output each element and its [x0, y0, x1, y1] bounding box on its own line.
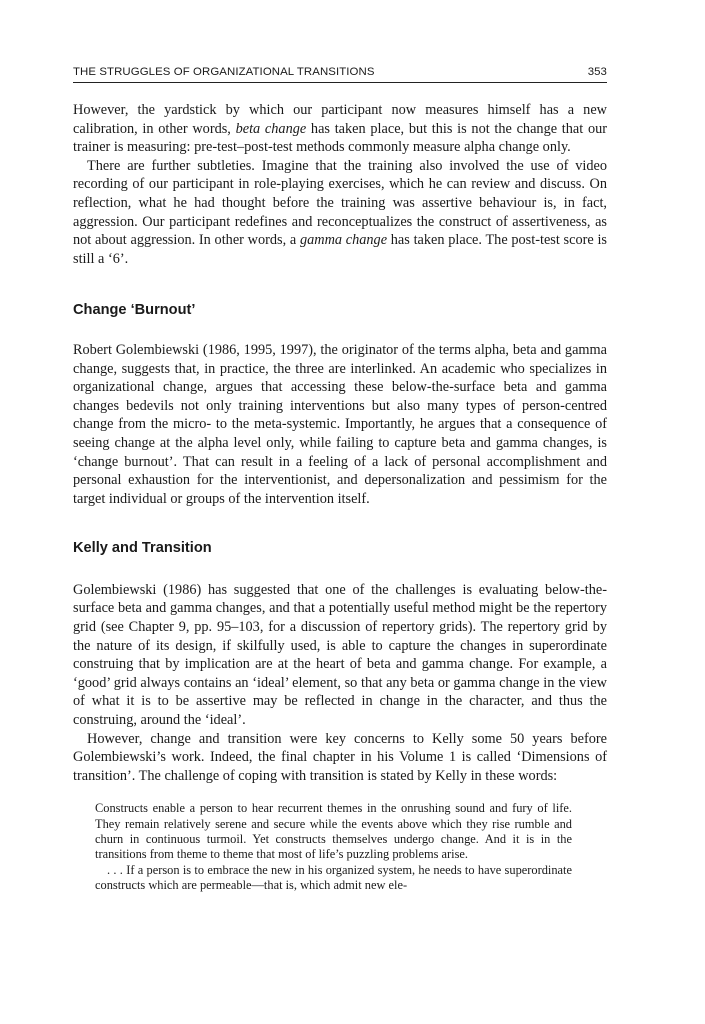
- paragraph: [73, 157, 607, 269]
- text-run: However, the yardstick by which our participant now measures himself has a new calibration, in other words,: [73, 102, 607, 137]
- paragraph: Robert Golembiewski (1986, 1995, 1997), the originator of the terms alpha, beta and gamma change, suggests that, in practice, the three are interlinked. An academic who specializes in organizational change, argues that accessing these below-the-surface beta and gamma changes bedevils not only training interventions but also many types of person-centred change from the micro- to the meta-systemic. Importantly, he argues that a consequence of seeing change at the alpha level only, while failing to capture beta and gamma changes, is ‘change burnout’. That can result in a feeling of a lack of personal accomplishment and personal exhaustion for the interventionist, and depersonalization and pessimism for the target individual or groups of the intervention itself.: [73, 341, 607, 507]
- running-head: [73, 66, 607, 83]
- quote-paragraph: . . . If a person is to embrace the new in his organized system, he needs to have superordinate constructs which are permeable—that is, which admit new ele-: [95, 862, 572, 892]
- running-title: THE STRUGGLES OF ORGANIZATIONAL TRANSITIONS: [73, 66, 375, 78]
- paragraph: Golembiewski (1986) has suggested that one of the challenges is evaluating below-the-surface beta and gamma changes, and that a potentially useful method might be the repertory grid (see Chapter 9, pp. 95–103, for a discussion of repertory grids). The repertory grid by the nature of its design, if skilfully used, is able to capture the changes in superordinate construing that by implication are at the heart of beta and gamma change. For example, a ‘good’ grid always contains an ‘ideal’ element, so that any beta or gamma change in the view of what it is to be assertive may be reflected in change in the character, and thus the construing, around the ‘ideal’.: [73, 581, 607, 729]
- block-quote: [95, 801, 572, 893]
- text-run: There are further subtleties. Imagine that the training also involved the use of video recording of our participant in role-playing exercises, which he can review and discuss. On reflection, what he had thought before the training was assertive behaviour is, in fact, aggression. Our participant redefines and reconceptualizes the construct of assertiveness, as not about aggression. In other words, a: [73, 157, 607, 249]
- paragraph: However, change and transition were key concerns to Kelly some 50 years before Golembiewski’s work. Indeed, the final chapter in his Volume 1 is called ‘Dimensions of transition’. The challenge of coping with transition is stated by Kelly in these words:: [73, 730, 607, 784]
- section-heading-burnout: Change ‘Burnout’: [73, 302, 196, 319]
- body-text: [73, 101, 607, 785]
- emphasis-gamma-change: gamma change: [299, 232, 388, 249]
- page-number: 353: [587, 66, 607, 78]
- quote-paragraph: Constructs enable a person to hear recurrent themes in the onrushing sound and fury of life. They remain relatively serene and secure while the events above which they rise rumble and churn in continuous turmoil. Yet constructs themselves undergo change. And it is in the transitions from theme to theme that most of life’s puzzling problems arise.: [95, 801, 572, 862]
- emphasis-beta-change: beta change: [235, 120, 307, 137]
- paragraph: [73, 101, 607, 157]
- text-run: has taken place, but this is not the change that our trainer is measuring: pre-test–post-test methods commonly measure alpha change only.: [73, 120, 607, 156]
- text-run: has taken place. The post-test score is still a ‘6’.: [73, 232, 607, 267]
- section-heading-kelly: Kelly and Transition: [73, 540, 212, 557]
- book-page: [73, 66, 607, 893]
